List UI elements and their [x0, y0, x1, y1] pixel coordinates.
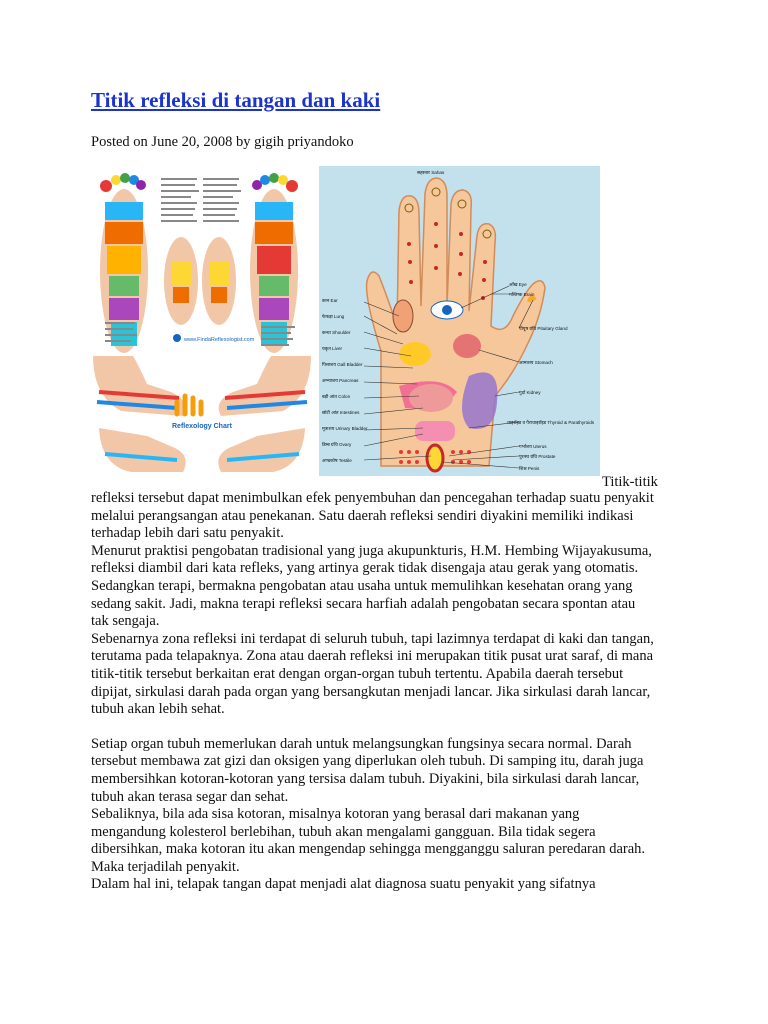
- body-line: membersihkan kotoran-kotoran yang tersisa dalam tubuh. Diyakini, bila sirkulasi darah lancar,: [91, 770, 640, 787]
- body-line: dipijat, sirkulasi darah pada organ yang bersangkutan menjadi lancar. Jika sirkulasi darah lancar,: [91, 683, 651, 700]
- label-ear: कान Ear: [322, 298, 338, 303]
- body-line: refleksi diambil dari kata refleks, yang artinya gerak tidak disengaja atau gerak yang otomatis.: [91, 560, 639, 577]
- body-line: Setiap organ tubuh memerlukan darah untuk melangsungkan fungsinya secara normal. Darah: [91, 735, 632, 752]
- label-stomach: आमाशय Stomach: [519, 360, 553, 365]
- label-testile: अण्डकोष Testile: [322, 458, 352, 463]
- reflexology-figure: [91, 166, 600, 476]
- body-line: tubuh akan lebih sehat.: [91, 701, 225, 718]
- label-eye: आँख Eye: [509, 282, 527, 287]
- label-uterus: गर्भाशय Uterus: [519, 444, 547, 449]
- article-body: [91, 490, 691, 894]
- body-line: terutama pada telapaknya. Zona atau daerah refleksi ini merupakan titik pusat urat saraf, di mana: [91, 648, 654, 665]
- body-line: tersebut membawa zat gizi dan oksigen yang diperlukan oleh tubuh. Di samping itu, darah juga: [91, 753, 644, 770]
- left-sole-illustration: [100, 173, 148, 353]
- hand-reflexology-chart: [319, 166, 600, 476]
- body-line: Sebaliknya, bila ada sisa kotoran, misalnya kotoran yang berasal dari makanan yang: [91, 806, 580, 823]
- label-kidney: गुर्दा Kidney: [519, 390, 541, 395]
- label-liver: यकृत Liver: [322, 346, 343, 351]
- body-line: tubuh akan terasa segar dan sehat.: [91, 788, 289, 805]
- body-line: tak sengaja.: [91, 613, 160, 630]
- label-ovary: डिम्ब ग्रंथि Ovary: [322, 442, 352, 447]
- body-line: titik-titik tersebut berkaitan erat dengan organ-organ tubuh tertentu. Apabila daerah tersebut: [91, 665, 624, 682]
- label-prostate: पुरःस्थ ग्रंथि Prostate: [519, 454, 556, 459]
- foot-reflexology-chart: [91, 166, 313, 476]
- paragraph-gap: [91, 719, 691, 736]
- foot-chart-image: [91, 166, 313, 476]
- label-pituitary-gland: पीयूष ग्रंथि Pituitary Gland: [519, 326, 568, 331]
- bottom-feet-illustration: [99, 428, 305, 472]
- body-line: Menurut praktisi pengobatan tradisional yang juga akupunkturis, H.M. Hembing Wijayakusuma,: [91, 542, 652, 559]
- chart-website: www.FindaReflexologist.com: [184, 337, 255, 343]
- body-line: terhadap lebih dari satu penyakit.: [91, 525, 284, 542]
- post-title-link[interactable]: Titik refleksi di tangan dan kaki: [91, 88, 381, 112]
- label-urinary-bladder: मूत्राशय Urinary Bladder: [322, 426, 368, 431]
- label-thyroid-parathyroids: थाइरॉइड व पैराथाइरॉइड Thyroid & Parathyroids: [507, 420, 595, 425]
- body-line: Dalam hal ini, telapak tangan dapat menjadi alat diagnosa suatu penyakit yang sifatnya: [91, 876, 596, 893]
- body-line: Maka terjadilah penyakit.: [91, 858, 240, 875]
- body-line: Sebenarnya zona refleksi ini terdapat di seluruh tubuh, tapi lazimnya terdapat di kaki dan tangan,: [91, 630, 654, 647]
- label-pancreas: अग्न्याशय Pancreas: [322, 378, 359, 383]
- label-intestines: छोटी आंत Intestines: [322, 410, 360, 415]
- label-shoulder: कन्धा Shoulder: [322, 330, 351, 335]
- inline-text-after-figure: Titik-titik: [602, 474, 658, 490]
- label-sahas: सहस्त्रार Sahas: [417, 170, 445, 175]
- body-line: sedang sakit. Jadi, makna terapi refleksi secara harfiah adalah pengobatan secara spontan atau: [91, 595, 636, 612]
- chart-caption: Reflexology Chart: [172, 423, 232, 430]
- label-brain: मस्तिष्क Brain: [509, 292, 535, 297]
- body-line: mengandung kolesterol berlebihan, tubuh akan mengalami gangguan. Bila tidak segera: [91, 823, 596, 840]
- hand-chart-image: [319, 166, 600, 476]
- body-line: refleksi tersebut dapat menimbulkan efek penyembuhan dan pencegahan terhadap suatu penyakit: [91, 490, 654, 506]
- label-penis: शिश्न Penis: [519, 466, 540, 471]
- label-gall-bladder: पित्ताशय Gall Bladder: [322, 362, 363, 367]
- label-lung: फेफड़ा Lung: [322, 314, 345, 319]
- body-line: Sedangkan terapi, bermakna pengobatan atau usaha untuk memulihkan kesehatan orang yang: [91, 577, 633, 594]
- body-line: dibersihkan, maka kotoran itu akan mengendap sehingga mengganggu saluran peredaran darah.: [91, 841, 646, 858]
- body-line: melalui perangsangan atau penekanan. Satu daerah refleksi sendiri diyakini memiliki indikasi: [91, 507, 634, 524]
- label-colon: बड़ी आंत Colon: [322, 394, 351, 399]
- mid-feet-illustration: [164, 237, 236, 325]
- post-meta: Posted on June 20, 2008 by gigih priyandoko: [91, 134, 354, 150]
